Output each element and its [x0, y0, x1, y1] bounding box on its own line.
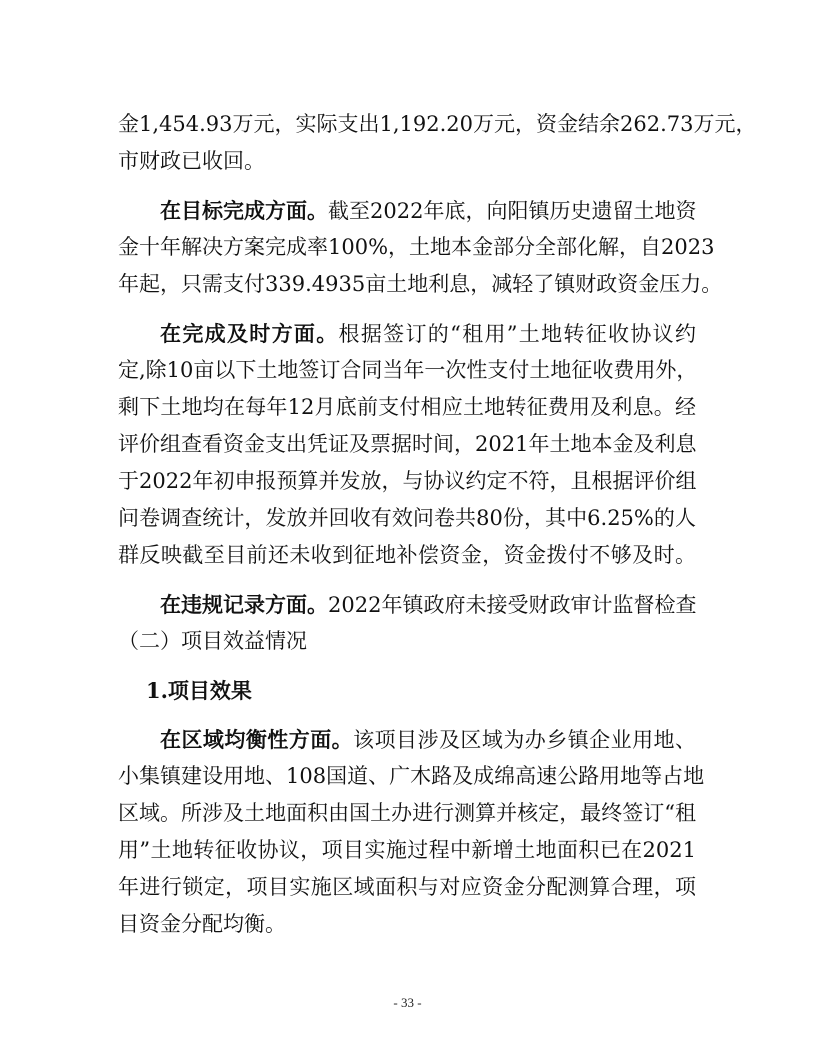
paragraph-line: 小集镇建设用地、108国道、广木路及成绵高速公路用地等占地 — [118, 764, 705, 788]
paragraph-line: 群反映截至目前还未收到征地补偿资金，资金拨付不够及时。 — [118, 543, 696, 567]
paragraph-text: 根据签订的“租用”土地转征收协议约 — [338, 322, 696, 346]
paragraph-lead: 在目标完成方面。 — [160, 198, 328, 223]
paragraph-text: 2022年镇政府未接受财政审计监督检查 — [328, 593, 697, 617]
paragraph-line — [118, 192, 696, 229]
sub-heading: （二）项目效益情况 — [118, 629, 307, 653]
paragraph-line: 评价组查看资金支出凭证及票据时间，2021年土地本金及利息 — [118, 432, 697, 456]
page-content — [118, 106, 757, 943]
paragraph-line — [118, 315, 696, 352]
paragraph-text: 截至2022年底，向阳镇历史遗留土地资 — [328, 199, 697, 223]
paragraph-line: 剩下土地均在每年12月底前支付相应土地转征费用及利息。经 — [118, 395, 696, 419]
paragraph-line: 年进行锁定，项目实施区域面积与对应资金分配测算合理，项 — [118, 875, 696, 899]
paragraph-line: 定,除10亩以下土地签订合同当年一次性支付土地征收费用外， — [118, 358, 698, 382]
paragraph-line: 目资金分配均衡。 — [118, 912, 286, 936]
paragraph-lead: 在违规记录方面。 — [160, 592, 328, 617]
section-heading: 1.项目效果 — [146, 678, 252, 703]
paragraph-line: 区域。所涉及土地面积由国土办进行测算并核定，最终签订“租 — [118, 801, 696, 825]
paragraph-line: 问卷调查统计，发放并回收有效问卷共80份，其中6.25%的人 — [118, 506, 696, 530]
paragraph-line — [118, 721, 696, 758]
paragraph-line: 于2022年初申报预算并发放，与协议约定不符，且根据评价组 — [118, 469, 697, 493]
paragraph-line: 用”土地转征收协议，项目实施过程中新增土地面积已在2021 — [118, 838, 696, 862]
paragraph-line: 市财政已收回。 — [118, 149, 265, 173]
paragraph-line — [118, 586, 696, 623]
paragraph-text: 该项目涉及区域为办乡镇企业用地、 — [353, 728, 696, 752]
paragraph-lead: 在完成及时方面。 — [160, 321, 339, 346]
paragraph-line: 金十年解决方案完成率100%，土地本金部分全部化解，自2023 — [118, 235, 715, 259]
paragraph-line: 年起，只需支付339.4935亩土地利息，减轻了镇财政资金压力。 — [118, 272, 723, 296]
paragraph-lead: 在区域均衡性方面。 — [160, 727, 354, 752]
page-number: - 33 - — [393, 995, 422, 1010]
paragraph-line: 金1,454.93万元，实际支出1,192.20万元，资金结余262.73万元， — [118, 112, 757, 136]
